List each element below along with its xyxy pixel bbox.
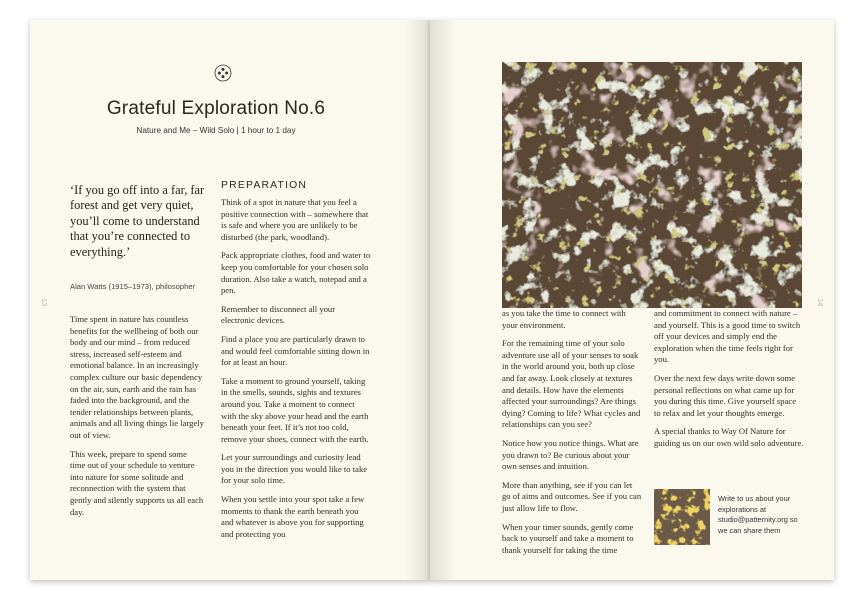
page-subtitle: Nature and Me – Wild Solo | 1 hour to 1 day [136, 126, 296, 135]
body-paragraph: For the remaining time of your solo adventure use all of your senses to soak in the world around you, both up close and far away. Look closely at textures and details. How have the elements affected your surroundings? Are things dying? Coming to life? What cycles and relationships can you see? [502, 338, 641, 430]
left-page [30, 20, 430, 580]
body-paragraph: This week, prepare to spend some time out of your schedule to venture into nature for some solitude and reconnection with the system that gently and silently supports us all each day. [70, 448, 204, 517]
body-paragraph: A special thanks to Way Of Nature for guiding us on our own wild solo adventure. [654, 426, 804, 448]
body-paragraph: Think of a spot in nature that you feel a positive connection with – somewhere that is safe and where you are unlikely to be disturbed (the park, woodland). [221, 197, 369, 242]
body-paragraph: Remember to disconnect all your electronic devices. [221, 303, 336, 326]
body-paragraph: and commitment to connect with nature – and yourself. This is a good time to switch off your devices and simply end the exploration when the time feels right for you. [654, 308, 801, 365]
section-heading: PREPARATION [221, 180, 308, 191]
lichen-thumbnail [654, 489, 710, 545]
right-page [430, 20, 834, 580]
page-number: 13 [40, 298, 49, 307]
right-column-2 [654, 308, 804, 457]
pull-quote: ‘If you go off into a far, far forest and get very quiet, you’ll come to understand that you’re connected to everything.’ [70, 183, 205, 259]
body-paragraph: as you take the time to connect with your environment. [502, 308, 626, 330]
contact-note: Write to us about your explorations at studio@patternity.org so we can share them [718, 494, 798, 535]
body-paragraph: When you settle into your spot take a few moments to thank the earth beneath you and whatever is above you for supporting and protecting you [221, 494, 365, 539]
body-paragraph: Let your surroundings and curiosity lead you in the direction you would like to take for your solo time. [221, 452, 368, 486]
right-column-1 [502, 308, 642, 563]
body-paragraph: More than anything, see if you can let go of aims and outcomes. See if you can just allow life to flow. [502, 479, 642, 513]
body-paragraph: When your timer sounds, gently come back to yourself and take a moment to thank yourself for taking the time [502, 521, 634, 555]
quote-attribution: Alan Watts (1915–1973), philosopher [70, 282, 196, 291]
body-paragraph: Notice how you notice things. What are you drawn to? Be curious about your own senses and intuition. [502, 437, 639, 472]
preparation-column [221, 180, 371, 547]
intro-column [70, 314, 204, 525]
body-paragraph: Pack appropriate clothes, food and water to keep you comfortable for your chosen solo duration. Also take a watch, notepad and a pen. [221, 250, 371, 296]
body-paragraph: Time spent in nature has countless benefits for the wellbeing of both our body and our mind – from reduced stress, increased self-esteem and emotional balance. In an increasingly complex culture our basic dependency on the air, sun, earth and the rain has faded into the background, and the tender relationships between plants, animals and all living things lie largely out of view. [70, 314, 204, 440]
body-paragraph: Take a moment to ground yourself, taking in the smells, sounds, sights and textures around you. Take a moment to connect with the sky above your head and the earth beneath your feet. If it’s not too cold, remove your shoes, connect with the earth. [221, 375, 369, 444]
lichen-photo [502, 62, 802, 308]
magazine-spread [30, 20, 836, 586]
body-paragraph: Find a place you are particularly drawn to and would feel comfortable sitting down in for at least an hour. [221, 333, 370, 368]
page-number: 14 [816, 298, 825, 307]
page-title: Grateful Exploration No.6 [106, 98, 326, 119]
body-paragraph: Over the next few days write down some personal reflections on what came up for you during this time. Give yourself space to relax and let your thoughts emerge. [654, 372, 797, 418]
pattern-logo-icon [214, 64, 232, 82]
